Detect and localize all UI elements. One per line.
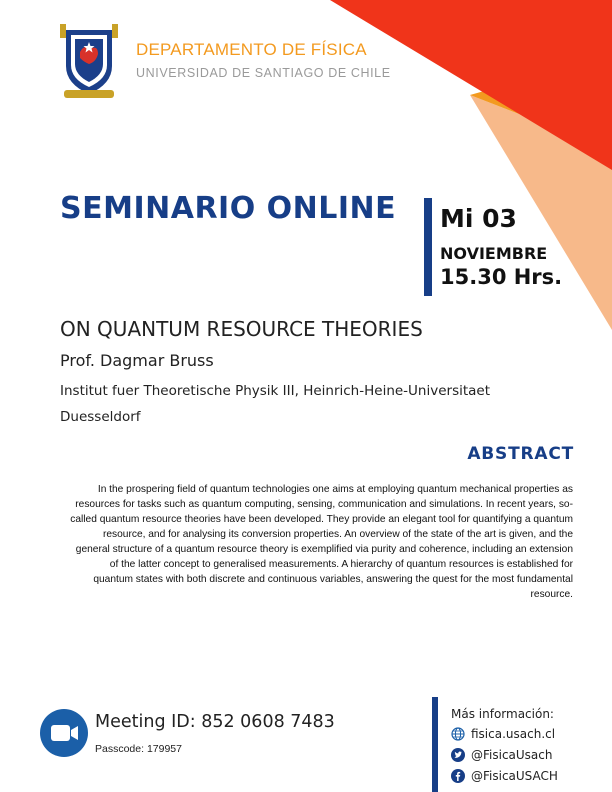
meeting-passcode: Passcode: 179957 xyxy=(95,743,182,755)
talk-title: ON QUANTUM RESOURCE THEORIES xyxy=(60,317,423,341)
globe-icon xyxy=(451,727,465,741)
meeting-id: Meeting ID: 852 0608 7483 xyxy=(95,712,335,732)
university-crest-icon xyxy=(54,22,124,102)
facebook-icon xyxy=(451,769,465,783)
abstract-text: In the prospering field of quantum technologies one aims at employing quantum mechanical properties as resources for tasks such as quantum computing, sensing, communication and simulations. In recent years, so-called quantum resource theories have been developed. They provide an elegant tool for quantifying a quantum resource, and for analysing its conversion properties. An overview of the state of the art is given, and the general structure of a quantum resource theory is exemplified via purity and coherence, including an extension of the latter concept to generalised measurements. A hierarchy of quantum resources is established for quantum states with both discrete and continuous variables, answering the quest for the most fundamental resource. xyxy=(70,484,573,600)
info-accent-bar xyxy=(432,697,438,792)
date-time: 15.30 Hrs. xyxy=(440,265,563,289)
facebook-handle: @FisicaUSACH xyxy=(471,769,558,783)
twitter-icon xyxy=(451,748,465,762)
abstract-heading: ABSTRACT xyxy=(467,444,574,464)
twitter-link[interactable] xyxy=(451,748,553,762)
zoom-video-icon[interactable] xyxy=(40,709,88,757)
speaker-affiliation: Institut fuer Theoretische Physik III, Heinrich-Heine-Universitaet xyxy=(60,383,491,399)
date-day: Mi 03 xyxy=(440,204,517,233)
website-link[interactable] xyxy=(451,727,555,741)
date-month: NOVIEMBRE xyxy=(440,244,548,263)
more-info-heading: Más información: xyxy=(451,707,554,721)
facebook-link[interactable] xyxy=(451,769,558,783)
twitter-handle: @FisicaUsach xyxy=(471,748,553,762)
speaker-affiliation-city: Duesseldorf xyxy=(60,409,141,425)
date-accent-bar xyxy=(424,198,432,296)
seminar-title: SEMINARIO ONLINE xyxy=(60,191,397,226)
speaker-name: Prof. Dagmar Bruss xyxy=(60,351,214,370)
website-text: fisica.usach.cl xyxy=(471,727,556,741)
university-name: UNIVERSIDAD DE SANTIAGO DE CHILE xyxy=(136,66,391,80)
department-title: DEPARTAMENTO DE FÍSICA xyxy=(136,40,367,59)
